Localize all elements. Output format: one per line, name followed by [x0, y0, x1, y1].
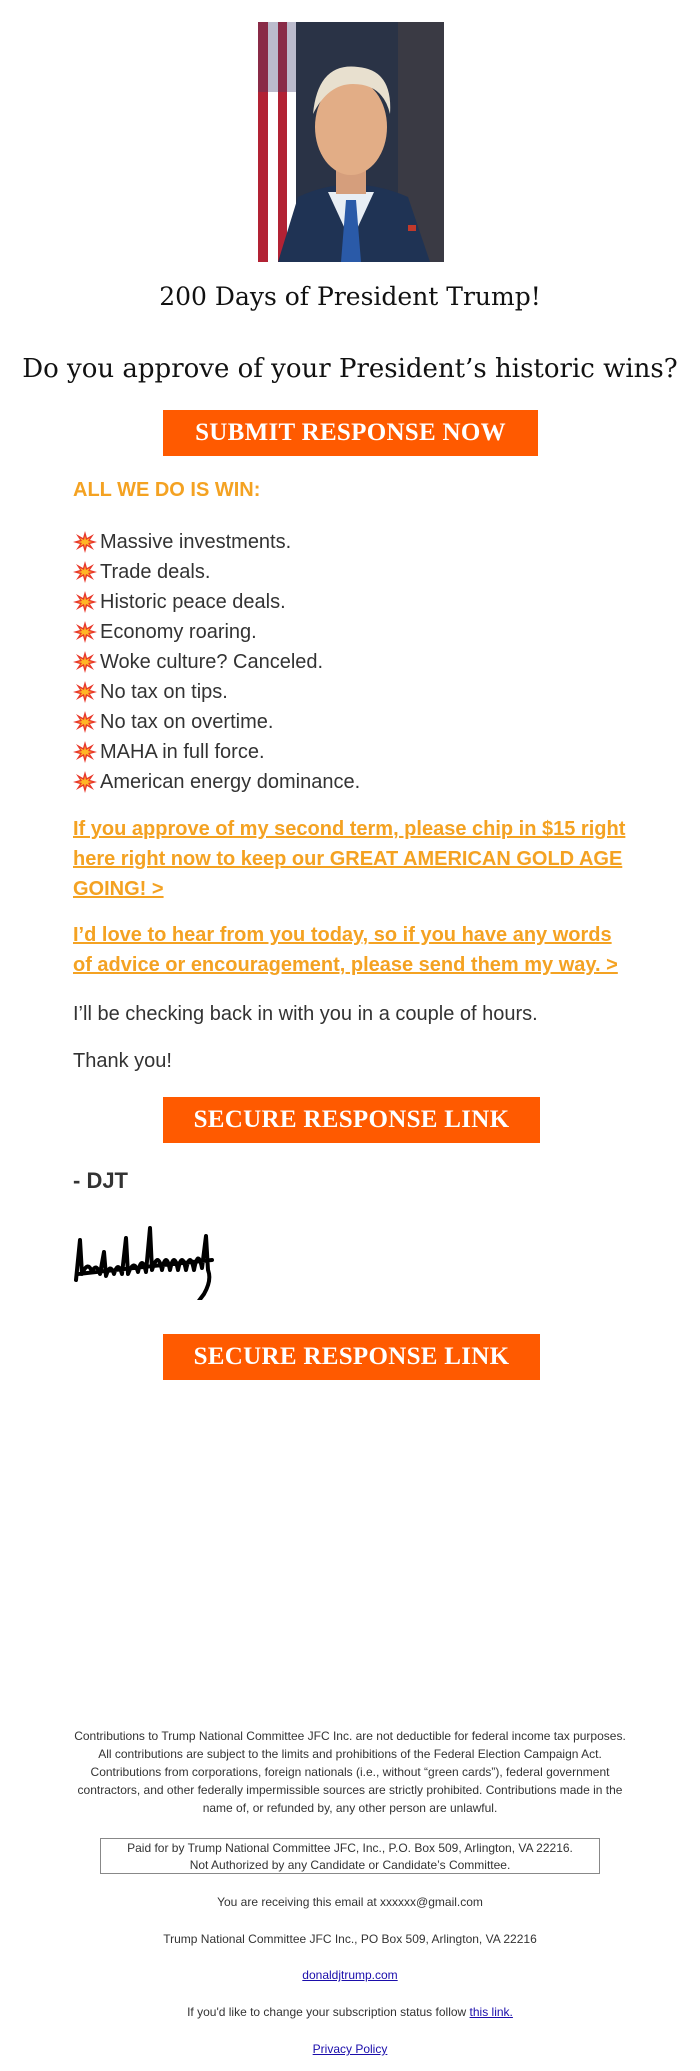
collision-emoji-icon — [73, 771, 97, 793]
list-item: American energy dominance. — [73, 767, 360, 797]
collision-emoji-icon — [73, 561, 97, 583]
checking-back-text: I’ll be checking back in with you in a couple of hours. — [73, 1003, 538, 1025]
fec-disclaimer: Contributions to Trump National Committee JFC Inc. are not deductible for federal income tax purposes. All contributions are subject to the limits and prohibitions of the Federal Election Campaign Act. Contributions from corporations, foreign nationals (i.e., without “green cards”), federal government contractors, and other federally impermissible sources are strictly prohibited. Contributions made in the name of, or refunded by, any other person are unlawful. — [74, 1729, 626, 1815]
secure-response-button[interactable]: SECURE RESPONSE LINK — [163, 1097, 540, 1143]
collision-emoji-icon — [73, 711, 97, 733]
list-item: Woke culture? Canceled. — [73, 647, 360, 677]
subscription-text: If you'd like to change your subscription status follow — [187, 2005, 470, 2019]
website-link[interactable]: donaldjtrump.com — [302, 1968, 398, 1982]
collision-emoji-icon — [73, 681, 97, 703]
list-item: No tax on overtime. — [73, 707, 360, 737]
secure-response-button-bottom[interactable]: SECURE RESPONSE LINK — [163, 1334, 540, 1380]
receiving-notice: You are receiving this email at xxxxxx@gmail.com — [217, 1895, 483, 1909]
advice-link[interactable]: I’d love to hear from you today, so if you have any words of advice or encouragement, please send them my way. > — [73, 924, 618, 976]
list-item: Massive investments. — [73, 527, 360, 557]
list-item: Economy roaring. — [73, 617, 360, 647]
collision-emoji-icon — [73, 591, 97, 613]
president-portrait — [258, 22, 444, 262]
paid-for-box — [100, 1838, 600, 1874]
collision-emoji-icon — [73, 531, 97, 553]
signature-image — [72, 1210, 224, 1305]
collision-emoji-icon — [73, 651, 97, 673]
list-item: MAHA in full force. — [73, 737, 360, 767]
page-title: 200 Days of President Trump! — [159, 282, 541, 311]
thank-you-text: Thank you! — [73, 1050, 172, 1072]
mailing-address: Trump National Committee JFC Inc., PO Box 509, Arlington, VA 22216 — [163, 1932, 537, 1946]
not-authorized-line: Not Authorized by any Candidate or Candidate’s Committee. — [189, 1858, 511, 1872]
paid-for-line: Paid for by Trump National Committee JFC, Inc., P.O. Box 509, Arlington, VA 22216. — [127, 1841, 573, 1855]
subscription-row — [0, 2005, 700, 2019]
wins-list — [73, 527, 360, 797]
collision-emoji-icon — [73, 741, 97, 763]
list-item: No tax on tips. — [73, 677, 360, 707]
signoff: - DJT — [73, 1168, 128, 1193]
wins-heading: ALL WE DO IS WIN: — [73, 479, 261, 501]
list-item: Historic peace deals. — [73, 587, 360, 617]
submit-response-button[interactable]: SUBMIT RESPONSE NOW — [163, 410, 538, 456]
privacy-row — [0, 2042, 700, 2056]
chip-in-link[interactable]: If you approve of my second term, please chip in $15 right here right now to keep our GREAT AMERICAN GOLD AGE GOING! > — [73, 818, 626, 900]
website-row — [0, 1968, 700, 1982]
collision-emoji-icon — [73, 621, 97, 643]
approval-question: Do you approve of your President’s historic wins? — [22, 354, 678, 384]
list-item: Trade deals. — [73, 557, 360, 587]
privacy-policy-link[interactable]: Privacy Policy — [312, 2042, 388, 2056]
subscription-link[interactable]: this link. — [469, 2005, 513, 2019]
